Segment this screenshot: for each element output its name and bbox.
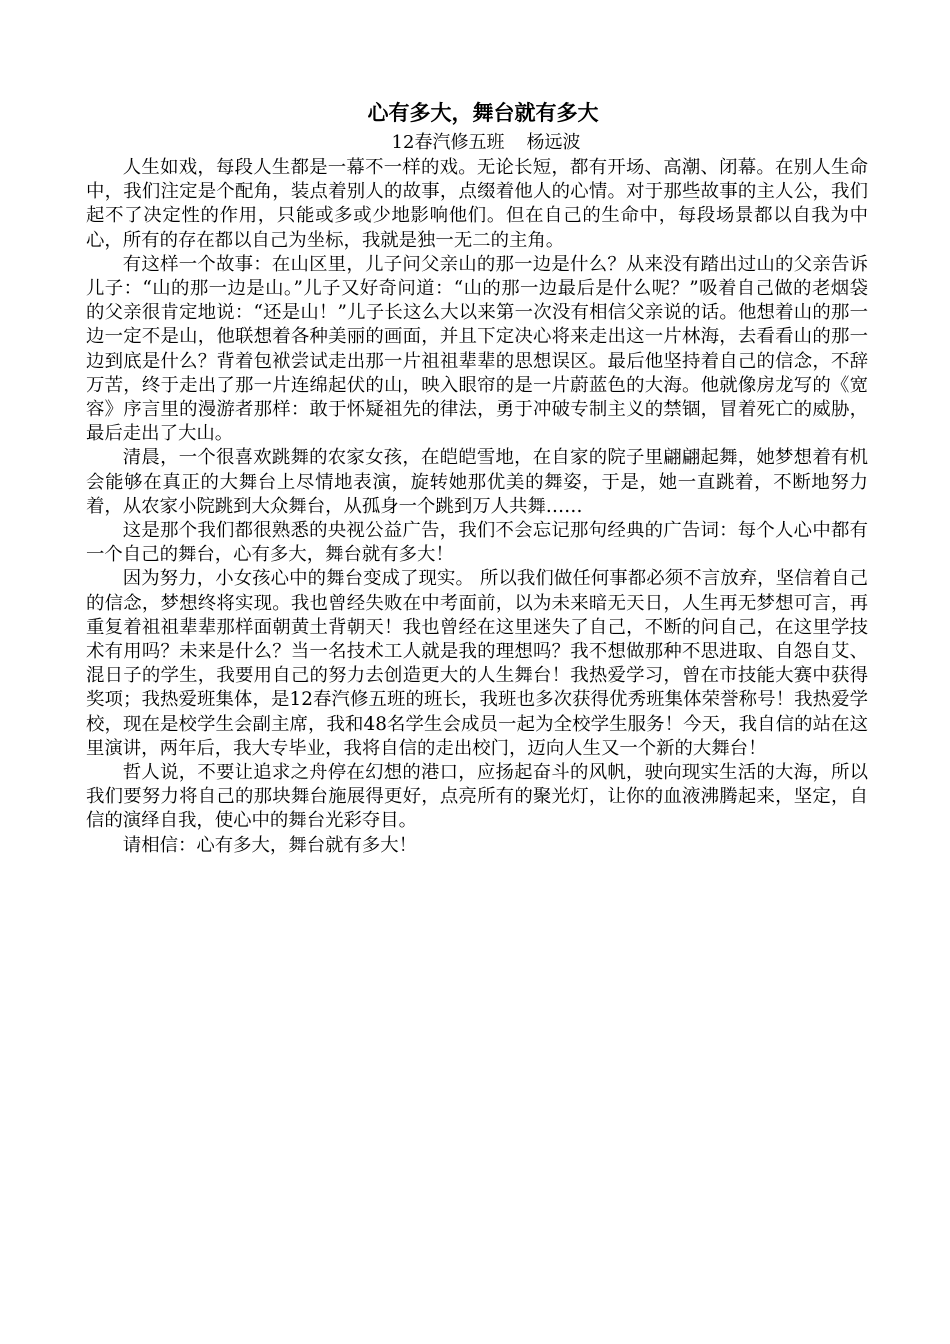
paragraph: 清晨，一个很喜欢跳舞的农家女孩，在皑皑雪地，在自家的院子里翩翩起舞，她梦想着有机会能够在真正的大舞台上尽情地表演，旋转她那优美的舞姿，于是，她一直跳着，不断地努力着，从农家小院跳到大众舞台，从孤身一个跳到万人共舞……: [86, 447, 868, 517]
paragraph: 这是那个我们都很熟悉的央视公益广告，我们不会忘记那句经典的广告词：每个人心中都有一个自己的舞台，心有多大，舞台就有多大！: [86, 520, 868, 566]
paragraph: 哲人说，不要让追求之舟停在幻想的港口，应扬起奋斗的风帆，驶向现实生活的大海，所以我们要努力将自己的那块舞台施展得更好，点亮所有的聚光灯，让你的血液沸腾起来，坚定，自信的演绎自我，使心中的舞台光彩夺目。: [86, 762, 868, 832]
document-body: [86, 156, 868, 858]
byline-class: 12春汽修五班: [391, 132, 505, 153]
paragraph: 因为努力，小女孩心中的舞台变成了现实。 所以我们做任何事都必须不言放弃，坚信着自己的信念，梦想终将实现。我也曾经失败在中考面前，以为未来暗无天日，人生再无梦想可言，再重复着祖祖辈辈那样面朝黄土背朝天！我也曾经在这里迷失了自己，不断的问自己，在这里学技术有用吗？未来是什么？当一名技术工人就是我的理想吗？我不想做那种不思进取、自怨自艾、混日子的学生，我要用自己的努力去创造更大的人生舞台！我热爱学习，曾在市技能大赛中获得奖项；我热爱班集体，是12春汽修五班的班长，我班也多次获得优秀班集体荣誉称号！我热爱学校，现在是校学生会副主席，我和48名学生会成员一起为全校学生服务！今天，我自信的站在这里演讲，两年后，我大专毕业，我将自信的走出校门，迈向人生又一个新的大舞台！: [86, 568, 868, 759]
paragraph: 人生如戏，每段人生都是一幕不一样的戏。无论长短，都有开场、高潮、闭幕。在别人生命中，我们注定是个配角，装点着别人的故事，点缀着他人的心情。对于那些故事的主人公，我们起不了决定性的作用，只能或多或少地影响他们。但在自己的生命中，每段场景都以自我为中心，所有的存在都以自己为坐标，我就是独一无二的主角。: [86, 157, 868, 251]
byline: [86, 130, 868, 156]
paragraph: 有这样一个故事：在山区里，儿子问父亲山的那一边是什么？从来没有踏出过山的父亲告诉儿子：“山的那一边是山。”儿子又好奇问道：“山的那一边最后是什么呢？”吸着自己做的老烟袋的父亲很肯定地说：“还是山！”儿子长这么大以来第一次没有相信父亲说的话。他想着山的那一边一定不是山，他联想着各种美丽的画面，并且下定决心将来走出这一片林海，去看看山的那一边到底是什么？背着包袱尝试走出那一片祖祖辈辈的思想误区。最后他坚持着自己的信念，不辞万苦，终于走出了那一片连绵起伏的山，映入眼帘的是一片蔚蓝色的大海。他就像房龙写的《宽容》序言里的漫游者那样：敢于怀疑祖先的律法，勇于冲破专制主义的禁锢，冒着死亡的威胁，最后走出了大山。: [86, 253, 868, 445]
byline-author: 杨远波: [526, 132, 581, 153]
document-page: [86, 98, 868, 858]
document-title: 心有多大，舞台就有多大: [367, 101, 599, 125]
paragraph: 请相信：心有多大，舞台就有多大！: [122, 834, 418, 856]
